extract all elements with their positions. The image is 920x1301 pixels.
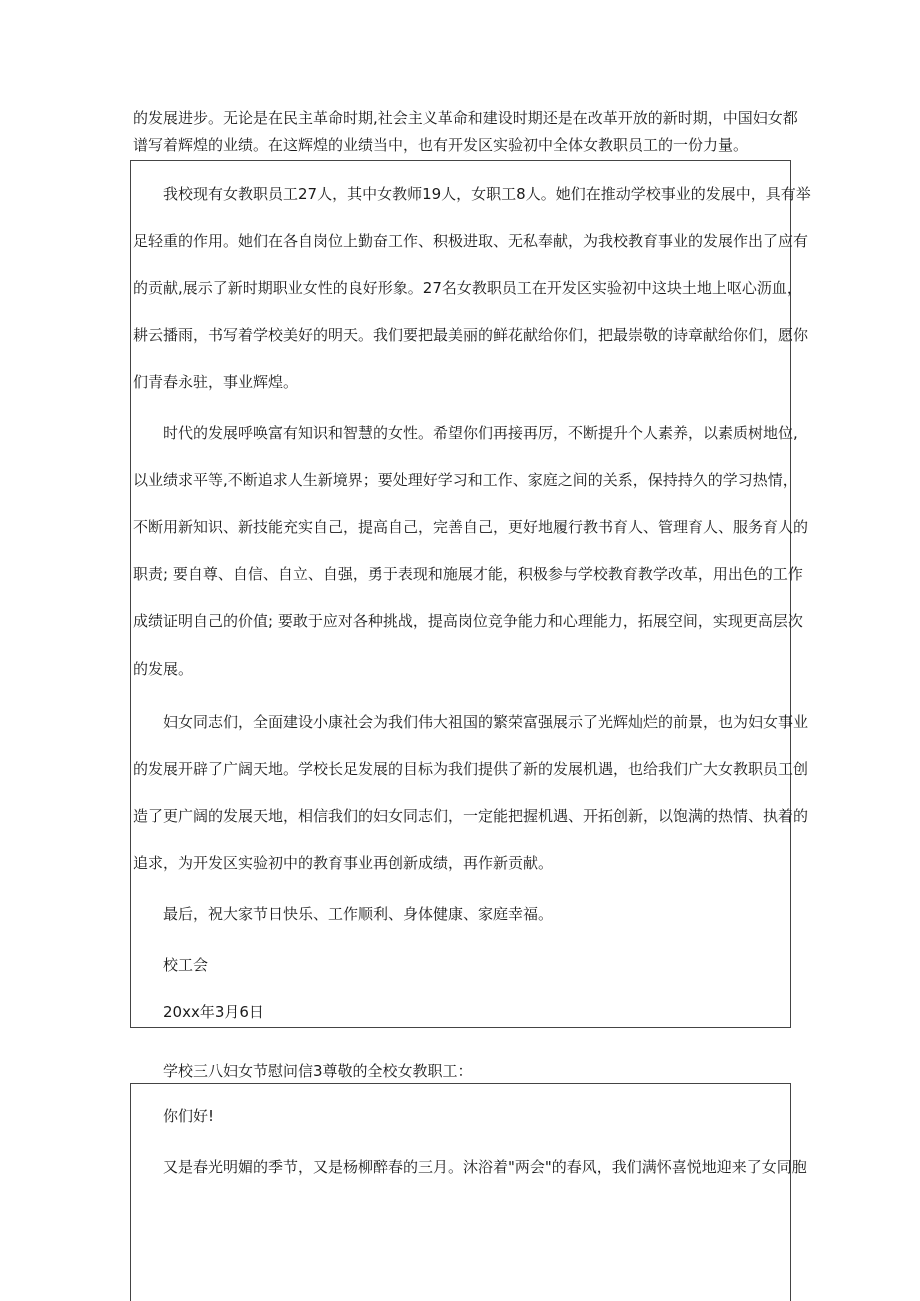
- body-line: 时代的发展呼唤富有知识和智慧的女性。希望你们再接再厉，不断提升个人素养，以素质树地位,: [163, 424, 798, 442]
- signature-org: 校工会: [163, 956, 209, 974]
- closing-wish: 最后，祝大家节日快乐、工作顺利、身体健康、家庭幸福。: [163, 905, 554, 923]
- body-line: 我校现有女教职员工27人，其中女教师19人，女职工8人。她们在推动学校事业的发展中，具有举: [163, 185, 811, 203]
- body-line: 的发展开辟了广阔天地。学校长足发展的目标为我们提供了新的发展机遇，也给我们广大女教职员工创: [133, 760, 809, 778]
- body-line: 足轻重的作用。她们在各自岗位上勤奋工作、积极进取、无私奉献，为我校教育事业的发展作出了应有: [133, 232, 809, 250]
- body-line: 耕云播雨，书写着学校美好的明天。我们要把最美丽的鲜花献给你们，把最崇敬的诗章献给你们，愿你: [133, 326, 809, 344]
- body-line: 又是春光明媚的季节，又是杨柳醉春的三月。沐浴着"两会"的春风，我们满怀喜悦地迎来了女同胞: [163, 1158, 807, 1176]
- signature-date: 20xx年3月6日: [163, 1003, 264, 1021]
- body-line: 追求，为开发区实验初中的教育事业再创新成绩，再作新贡献。: [133, 854, 554, 872]
- section-title: 学校三八妇女节慰问信3尊敬的全校女教职工：: [163, 1062, 473, 1080]
- body-line: 们青春永驻，事业辉煌。: [133, 373, 299, 391]
- intro-line: 的发展进步。无论是在民主革命时期,社会主义革命和建设时期还是在改革开放的新时期，中国妇女都: [133, 109, 798, 127]
- body-line: 造了更广阔的发展天地，相信我们的妇女同志们，一定能把握机遇、开拓创新，以饱满的热情、执着的: [133, 807, 809, 825]
- greeting: 你们好!: [163, 1107, 215, 1125]
- body-line: 的贡献,展示了新时期职业女性的良好形象。27名女教职员工在开发区实验初中这块土地上呕心沥血，: [133, 279, 802, 297]
- body-line: 不断用新知识、新技能充实自己，提高自己，完善自己，更好地履行教书育人、管理育人、服务育人的: [133, 518, 809, 536]
- body-line: 的发展。: [133, 660, 194, 678]
- body-line: 职责; 要自尊、自信、自立、自强，勇于表现和施展才能，积极参与学校教育教学改革，用出色的工作: [133, 565, 803, 583]
- body-line: 以业绩求平等,不断追求人生新境界；要处理好学习和工作、家庭之间的关系，保持持久的学习热情，: [133, 471, 798, 489]
- letter-box-2: [130, 1083, 807, 1301]
- intro-line: 谱写着辉煌的业绩。在这辉煌的业绩当中，也有开发区实验初中全体女教职员工的一份力量。: [133, 136, 749, 154]
- body-line: 妇女同志们，全面建设小康社会为我们伟大祖国的繁荣富强展示了光辉灿烂的前景，也为妇女事业: [163, 713, 809, 731]
- body-line: 成绩证明自己的价值; 要敢于应对各种挑战，提高岗位竞争能力和心理能力，拓展空间，实现更高层次: [133, 612, 803, 630]
